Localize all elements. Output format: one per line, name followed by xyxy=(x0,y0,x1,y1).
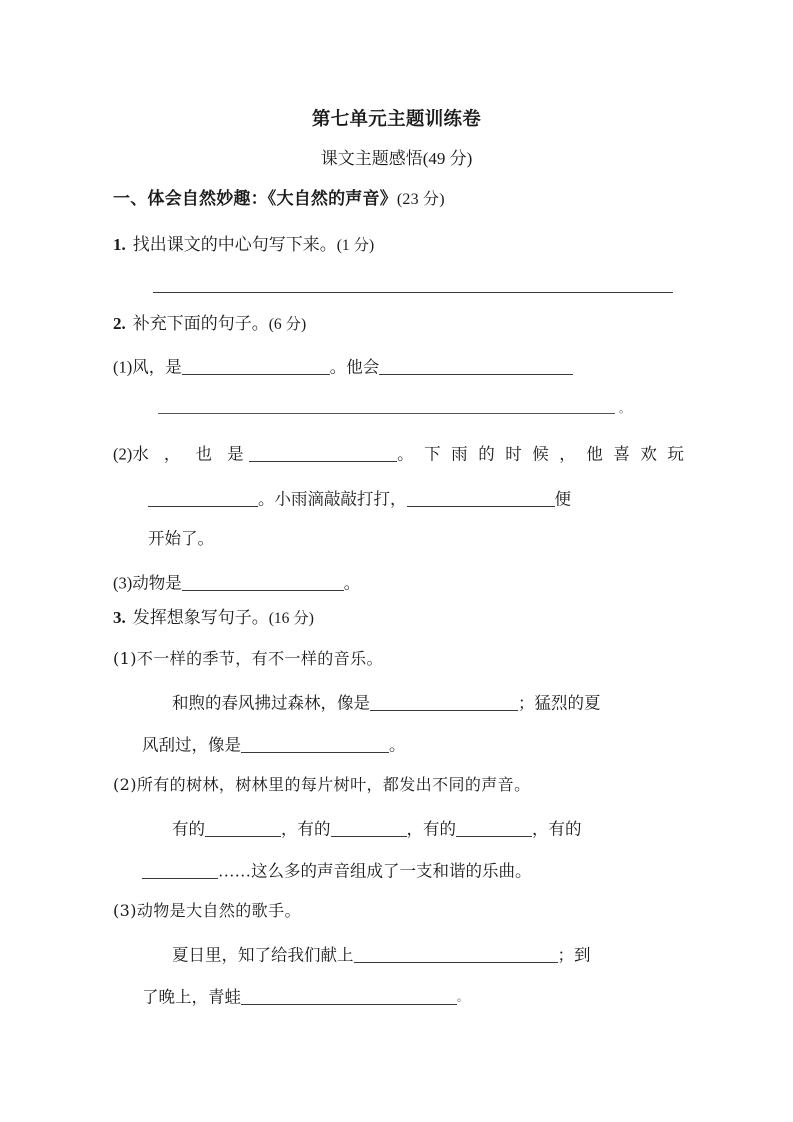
q2-item-3-line-1 xyxy=(113,573,360,592)
question-1-stem: 找出课文的中心句写下来。 xyxy=(132,235,337,254)
question-2-number: 2. xyxy=(113,314,126,333)
q3-item-3-text-a: 夏日里，知了给我们献上 xyxy=(172,945,354,965)
question-2-heading xyxy=(113,315,306,333)
q3-item-1-prompt xyxy=(113,651,383,667)
q2-item-2-text-d: 便 xyxy=(554,489,571,509)
question-3-stem: 发挥想象写句子。 xyxy=(132,608,269,627)
question-2-stem: 补充下面的句子。 xyxy=(132,314,269,333)
q2-item-3-blank-1[interactable] xyxy=(182,573,344,591)
question-1-answer-line[interactable] xyxy=(153,292,673,293)
q2-item-3-label: (3) xyxy=(113,573,133,593)
q2-item-1-blank-2[interactable] xyxy=(379,357,573,375)
q3-item-1-line-2 xyxy=(142,735,406,754)
q2-item-2-text-c: 。小雨滴敲敲打打， xyxy=(258,489,407,509)
q3-item-1-text-c: 风刮过，像是 xyxy=(142,735,241,755)
q2-item-1-blank-1[interactable] xyxy=(182,357,330,375)
q2-item-2-line-2 xyxy=(148,489,571,508)
q3-item-2-label: (2) xyxy=(113,775,137,794)
q2-item-2-text-b: 。 下 雨 的 时 候 ， 他 喜 欢 玩 xyxy=(397,444,688,464)
question-3-number: 3. xyxy=(113,608,126,627)
question-3-points: (16 分) xyxy=(268,610,314,627)
q3-item-1-prompt-text: 不一样的季节，有不一样的音乐。 xyxy=(136,649,383,668)
q3-item-1-label: (1) xyxy=(113,649,137,668)
question-1-number: 1. xyxy=(113,235,126,254)
q2-item-2-line-1 xyxy=(113,444,687,463)
q2-item-3-text-a: 动物是 xyxy=(132,573,182,593)
q3-item-3-text-c: 了晚上，青蛙 xyxy=(142,987,241,1007)
q3-item-3-prompt-text: 动物是大自然的歌手。 xyxy=(136,901,301,920)
q3-item-2-text-a: 有的 xyxy=(172,819,205,839)
q2-item-2-blank-3[interactable] xyxy=(407,489,555,507)
q3-item-1-line-1 xyxy=(172,693,601,712)
q3-item-2-prompt xyxy=(113,777,530,793)
q3-item-2-prompt-text: 所有的树林，树林里的每片树叶，都发出不同的声音。 xyxy=(136,775,531,794)
q2-item-1-text-b: 。他会 xyxy=(329,357,380,377)
section-heading-label: 一、体会自然妙趣：《大自然的声音》 xyxy=(113,189,397,208)
q3-item-3-prompt xyxy=(113,903,301,919)
question-3-heading xyxy=(113,609,314,627)
q2-item-1-text-a: 风，是 xyxy=(132,357,182,377)
q2-item-2-label: (2) xyxy=(113,444,133,464)
page-title: 第七单元主题训练卷 xyxy=(311,108,482,129)
q2-item-2-line-3: 开始了。 xyxy=(148,529,214,548)
q3-item-3-period: 。 xyxy=(457,991,468,1004)
q3-item-1-text-b: ；猛烈的夏 xyxy=(518,693,601,713)
q3-item-2-blank-2[interactable] xyxy=(331,819,407,837)
q2-item-1-line-1 xyxy=(113,357,573,376)
section-points: (23 分) xyxy=(396,191,445,208)
section-heading xyxy=(113,190,445,208)
q3-item-2-line-1 xyxy=(172,819,582,838)
question-1-heading xyxy=(113,236,374,254)
q3-item-2-blank-3[interactable] xyxy=(456,819,532,837)
q3-item-2-text-d: ，有的 xyxy=(532,819,582,839)
q3-item-1-blank-1[interactable] xyxy=(370,693,518,711)
q2-item-2-text-a: 水 ， 也 是 xyxy=(132,444,250,464)
q3-item-1-blank-2[interactable] xyxy=(241,735,389,753)
q3-item-3-text-b: ；到 xyxy=(557,945,591,965)
q3-item-3-line-1 xyxy=(172,945,591,964)
q3-item-3-line-2 xyxy=(142,987,468,1006)
q3-item-1-text-a: 和煦的春风拂过森林，像是 xyxy=(172,693,370,713)
q2-item-1-blank-3[interactable] xyxy=(158,413,615,414)
q2-item-2-blank-2[interactable] xyxy=(148,489,258,507)
q2-item-1-period: 。 xyxy=(619,403,630,415)
q3-item-2-blank-1[interactable] xyxy=(205,819,281,837)
q2-item-3-period: 。 xyxy=(343,573,361,593)
question-1-points: (1 分) xyxy=(336,237,375,254)
q3-item-1-period: 。 xyxy=(389,735,406,755)
q3-item-2-line-2 xyxy=(142,861,532,880)
q3-item-2-text-b: ，有的 xyxy=(281,819,331,839)
q3-item-2-blank-4[interactable] xyxy=(142,861,218,879)
q3-item-3-blank-1[interactable] xyxy=(354,945,558,963)
q2-item-2-blank-1[interactable] xyxy=(249,444,397,462)
q3-item-3-blank-2[interactable] xyxy=(241,987,457,1005)
q3-item-3-label: (3) xyxy=(113,901,137,920)
q3-item-2-text-e: ……这么多的声音组成了一支和谐的乐曲。 xyxy=(218,861,532,881)
q2-item-1-label: (1) xyxy=(113,357,133,377)
page-subtitle: 课文主题感悟(49 分) xyxy=(320,149,473,168)
q3-item-2-text-c: ，有的 xyxy=(406,819,456,839)
question-2-points: (6 分) xyxy=(268,316,307,333)
